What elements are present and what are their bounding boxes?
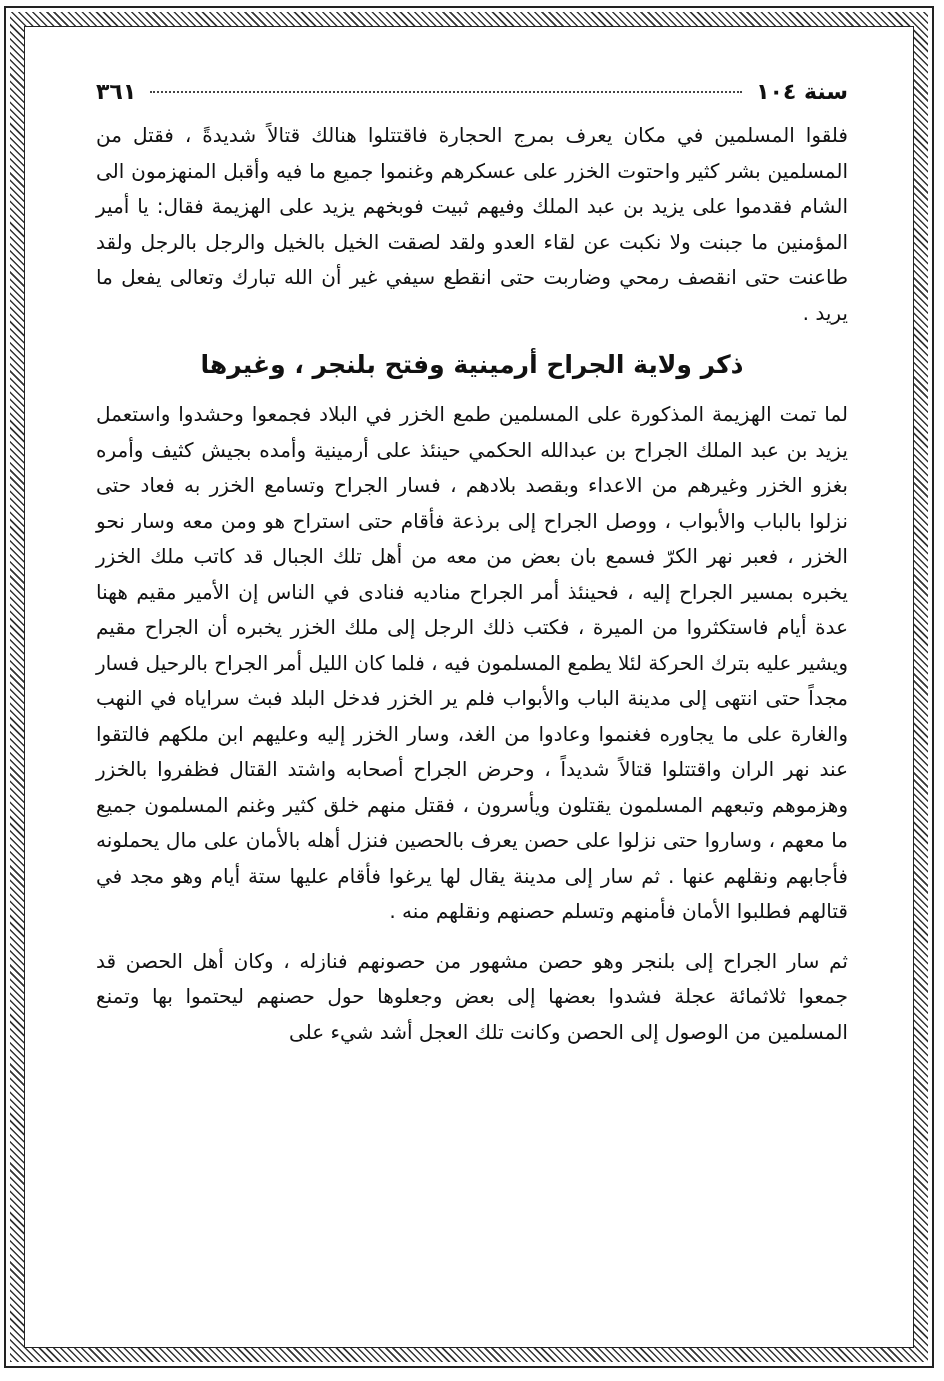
main-paragraph: لما تمت الهزيمة المذكورة على المسلمين طمع الخزر في البلاد فجمعوا وحشدوا واستعمل يزيد بن عبد الملك الجراح بن عبدالله الحكمي حينئذ على أرمينية وأمده بجيش كثيف وأمره بغزو الخزر وغيرهم من الاعداء وبقصد بلادهم ، فسار الجراح وتسامع الخزر به فعاد حتى نزلوا بالباب والأبواب ، ووصل الجراح إلى برذعة فأقام حتى استراح هو ومن معه وسار نحو الخزر ، فعبر نهر الكرّ فسمع بان بعض من معه من أهل تلك الجبال قد كاتب ملك الخزر يخبره بمسير الجراح إليه ، فحينئذ أمر الجراح مناديه فنادى في الناس إن الأمير مقيم ههنا عدة أيام فاستكثروا من الميرة ، فكتب ذلك الرجل إلى ملك الخزر يخبره أن الجراح مقيم ويشير عليه بترك الحركة لئلا يطمع المسلمون فيه ، فلما كان الليل أمر الجراح بالرحيل فسار مجداً حتى انتهى إلى مدينة الباب والأبواب فلم ير الخزر فدخل البلد فبث سراياه في النهب والغارة على ما يجاوره فغنموا وعادوا من الغد، وسار الخزر إليه وعليهم ابن ملكهم فالتقوا عند نهر الران واقتتلوا قتالاً شديداً ، وحرض الجراح أصحابه واشتد القتال فظفروا بالخزر وهزموهم وتبعهم المسلمون يقتلون ويأسرون ، فقتل منهم خلق كثير وغنم المسلمون جميع ما معهم ، وساروا حتى نزلوا على حصن يعرف بالحصين فنزل أهله بالأمان على مال يحملونه فأجابهم ونقلهم عنها . ثم سار إلى مدينة يقال لها يرغوا فأقام عليها ستة أيام وهو مجد في قتالهم فطلبوا الأمان فأمنهم وتسلم حصنهم ونقلهم منه .	[96, 402, 848, 923]
page-content	[96, 72, 848, 1050]
header-dotted-rule	[150, 91, 742, 93]
closing-paragraph: ثم سار الجراح إلى بلنجر وهو حصن مشهور من حصونهم فنازله ، وكان أهل الحصن قد جمعوا ثلاثمائة عجلة فشدوا بعضها إلى بعض وجعلوها حول حصنهم ليحتموا بها وتمنع المسلمين من الوصول إلى الحصن وكانت تلك العجل أشد شيء على	[96, 948, 848, 1044]
intro-paragraph: فلقوا المسلمين في مكان يعرف بمرج الحجارة فاقتتلوا هنالك قتالاً شديدةً ، فقتل من المسلمين بشر كثير واحتوت الخزر على عسكرهم وغنموا جميع ما فيه وأقبل المنهزمون الى الشام فقدموا على يزيد بن عبد الملك وفيهم ثبيت فوبخهم يزيد على الهزيمة فقال: يا أمير المؤمنين ما جبنت ولا نكبت عن لقاء العدو ولقد لصقت الخيل بالخيل والرجل بالرجل ولقد طاعنت حتى انقصف رمحي وضاربت حتى انقطع سيفي غير أن الله تبارك وتعالى يفعل ما يريد .	[96, 123, 848, 325]
running-header	[96, 72, 848, 112]
section-title: ذكر ولاية الجراح أرمينية وفتح بلنجر ، وغيرها	[200, 350, 744, 379]
page-number: ٣٦١	[96, 79, 137, 105]
year-label: سنة ١٠٤	[756, 79, 848, 105]
